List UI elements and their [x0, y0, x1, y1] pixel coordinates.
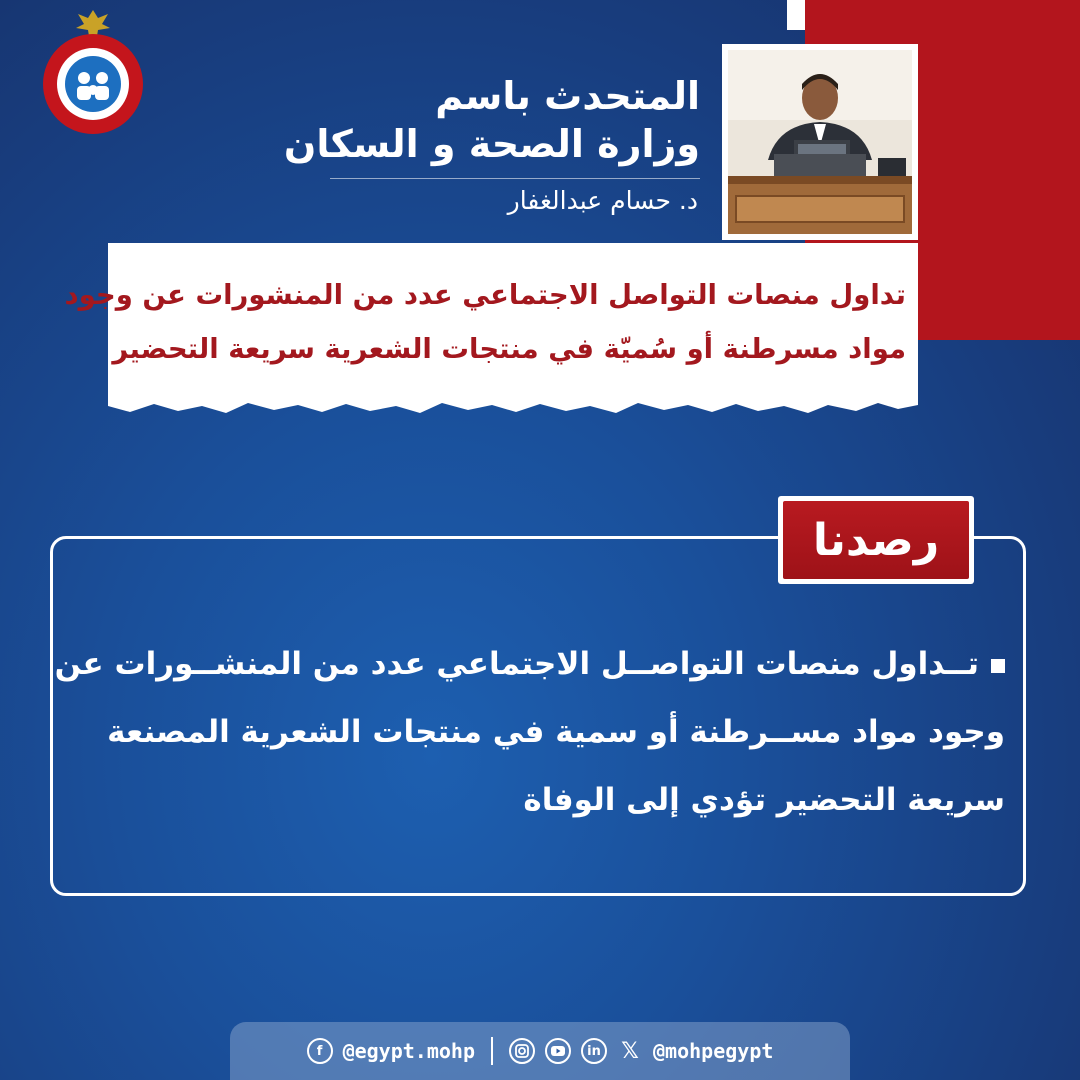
- speaker-title-line1: المتحدث باسم: [435, 74, 700, 118]
- monitor-tag-inner: [783, 501, 969, 579]
- instagram-icon[interactable]: [509, 1038, 535, 1064]
- body-line-3: سريعة التحضير تؤدي إلى الوفاة: [523, 782, 1005, 818]
- monitor-tag: [778, 496, 974, 584]
- body-text: [54, 630, 1005, 834]
- speaker-name: د. حسام عبدالغفار: [507, 186, 698, 215]
- facebook-icon[interactable]: f: [307, 1038, 333, 1064]
- body-line-2: وجود مواد مســرطنة أو سمية في منتجات الشعرية المصنعة: [107, 714, 1005, 750]
- x-icon[interactable]: 𝕏: [621, 1038, 639, 1064]
- linkedin-icon[interactable]: in: [581, 1038, 607, 1064]
- other-handle[interactable]: @mohpegypt: [653, 1039, 774, 1063]
- speaker-title: [284, 72, 700, 168]
- monitor-tag-label: رصدنا: [812, 514, 940, 566]
- speaker-title-line2: وزارة الصحة و السكان: [283, 122, 700, 166]
- social-separator: [491, 1037, 493, 1065]
- body-line-1: [54, 630, 1005, 698]
- title-divider: [330, 178, 700, 179]
- headline-line1: تداول منصات التواصل الاجتماعي عدد من المنشورات عن وجود: [64, 279, 906, 311]
- facebook-handle[interactable]: @egypt.mohp: [342, 1039, 476, 1063]
- body-line1-text: تــداول منصات التواصــل الاجتماعي عدد من المنشــورات عن: [54, 646, 979, 682]
- headline-text: [64, 268, 906, 376]
- ministry-logo: [38, 8, 148, 136]
- bullet-square-icon: [991, 659, 1005, 673]
- speaker-photo: [722, 44, 918, 240]
- white-accent-bar: [787, 0, 805, 30]
- youtube-icon[interactable]: [545, 1038, 571, 1064]
- headline-line2: مواد مسرطنة أو سُميّة في منتجات الشعرية سريعة التحضير: [112, 333, 906, 365]
- social-bar: [230, 1022, 850, 1080]
